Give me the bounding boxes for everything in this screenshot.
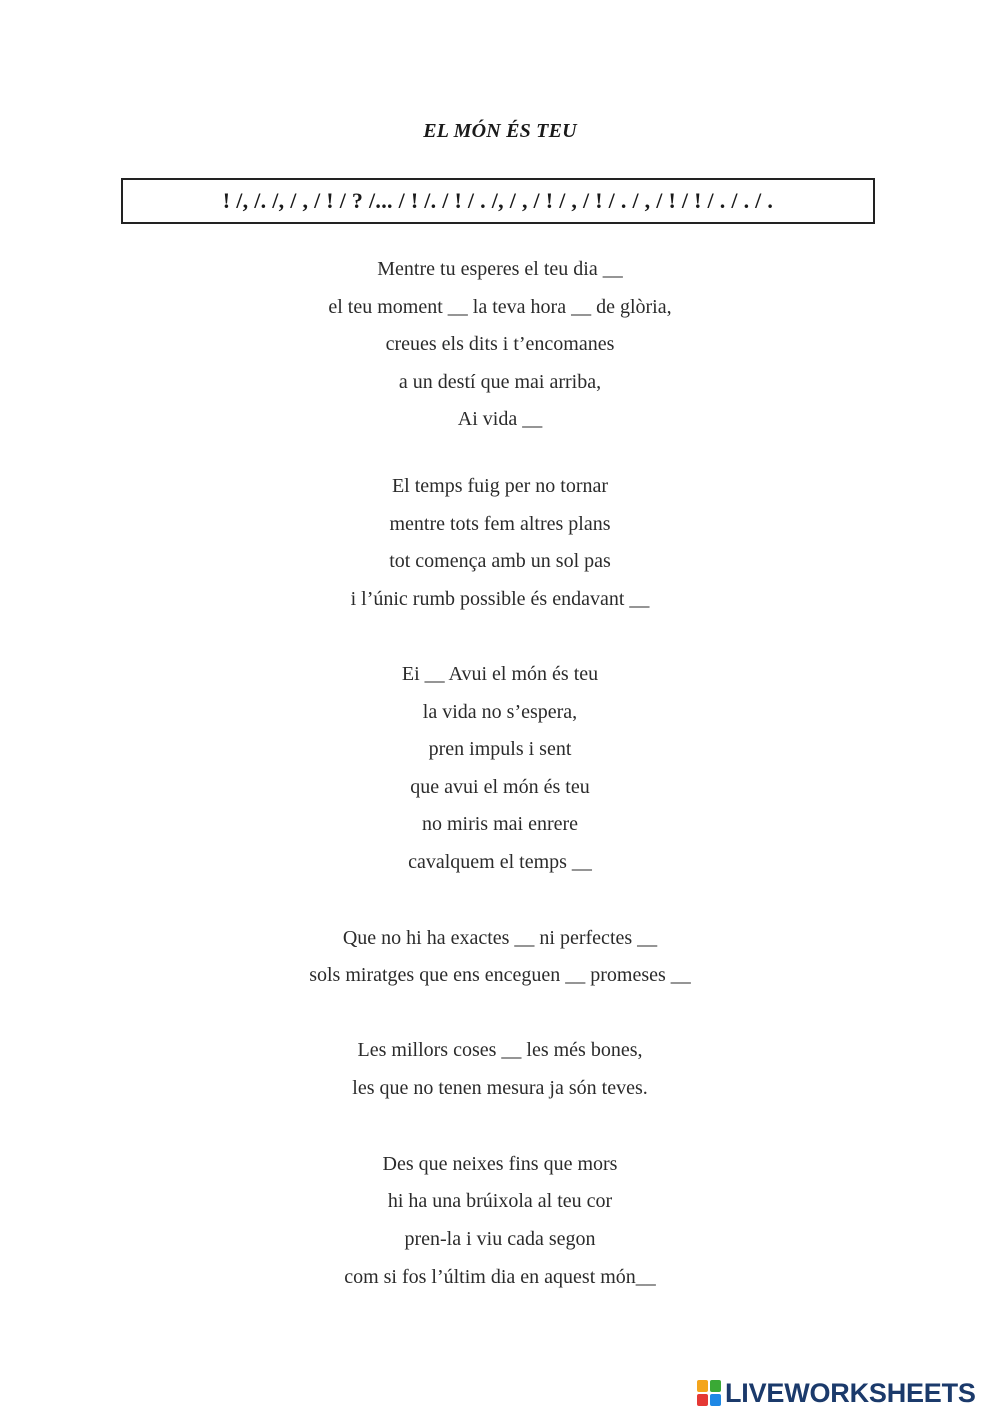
poem-line: creues els dits i t’encomanes <box>385 333 615 355</box>
poem-line: el teu moment __ la teva hora __ de glòria, <box>328 296 672 318</box>
poem-line: pren-la i viu cada segon <box>404 1228 596 1250</box>
poem-line: Que no hi ha exactes __ ni perfectes __ <box>342 927 658 949</box>
poem-line: la vida no s’espera, <box>422 701 578 723</box>
poem-line: tot comença amb un sol pas <box>389 550 611 572</box>
punctuation-bank-box <box>121 178 875 224</box>
poem-line: Mentre tu esperes el teu dia __ <box>377 258 623 280</box>
logo-square-2 <box>710 1380 721 1392</box>
liveworksheets-logo <box>697 1376 976 1410</box>
page-title: EL MÓN ÉS TEU <box>423 120 577 142</box>
poem-line: a un destí que mai arriba, <box>398 371 602 393</box>
punctuation-bank-text: ! /, /. /, / , / ! / ? /... / ! /. / ! / . /, / , / ! / , / ! / . / , / ! / ! / . / . / . <box>222 188 774 213</box>
poem-line: i l’únic rumb possible és endavant __ <box>350 588 650 610</box>
poem-line: les que no tenen mesura ja són teves. <box>352 1077 648 1099</box>
poem-line: pren impuls i sent <box>428 738 572 760</box>
poem-line: El temps fuig per no tornar <box>391 475 609 497</box>
poem-line: hi ha una brúixola al teu cor <box>387 1190 613 1212</box>
poem-line: com si fos l’últim dia en aquest món__ <box>344 1266 656 1288</box>
poem-line: no miris mai enrere <box>421 813 579 835</box>
liveworksheets-logo-icon <box>697 1380 721 1406</box>
poem-line: Ai vida __ <box>457 408 543 430</box>
logo-square-3 <box>697 1394 708 1406</box>
poem-line: mentre tots fem altres plans <box>389 513 611 535</box>
logo-square-1 <box>697 1380 708 1392</box>
poem-line: Ei __ Avui el món és teu <box>401 663 599 685</box>
poem-line: Les millors coses __ les més bones, <box>357 1039 643 1061</box>
poem-line: cavalquem el temps __ <box>408 851 592 873</box>
poem-line: sols miratges que ens enceguen __ promeses __ <box>309 964 691 986</box>
poem-line: que avui el món és teu <box>410 776 590 798</box>
poem-line: Des que neixes fins que mors <box>382 1153 618 1175</box>
logo-square-4 <box>710 1394 721 1406</box>
logo-text: LIVEWORKSHEETS <box>725 1377 976 1408</box>
